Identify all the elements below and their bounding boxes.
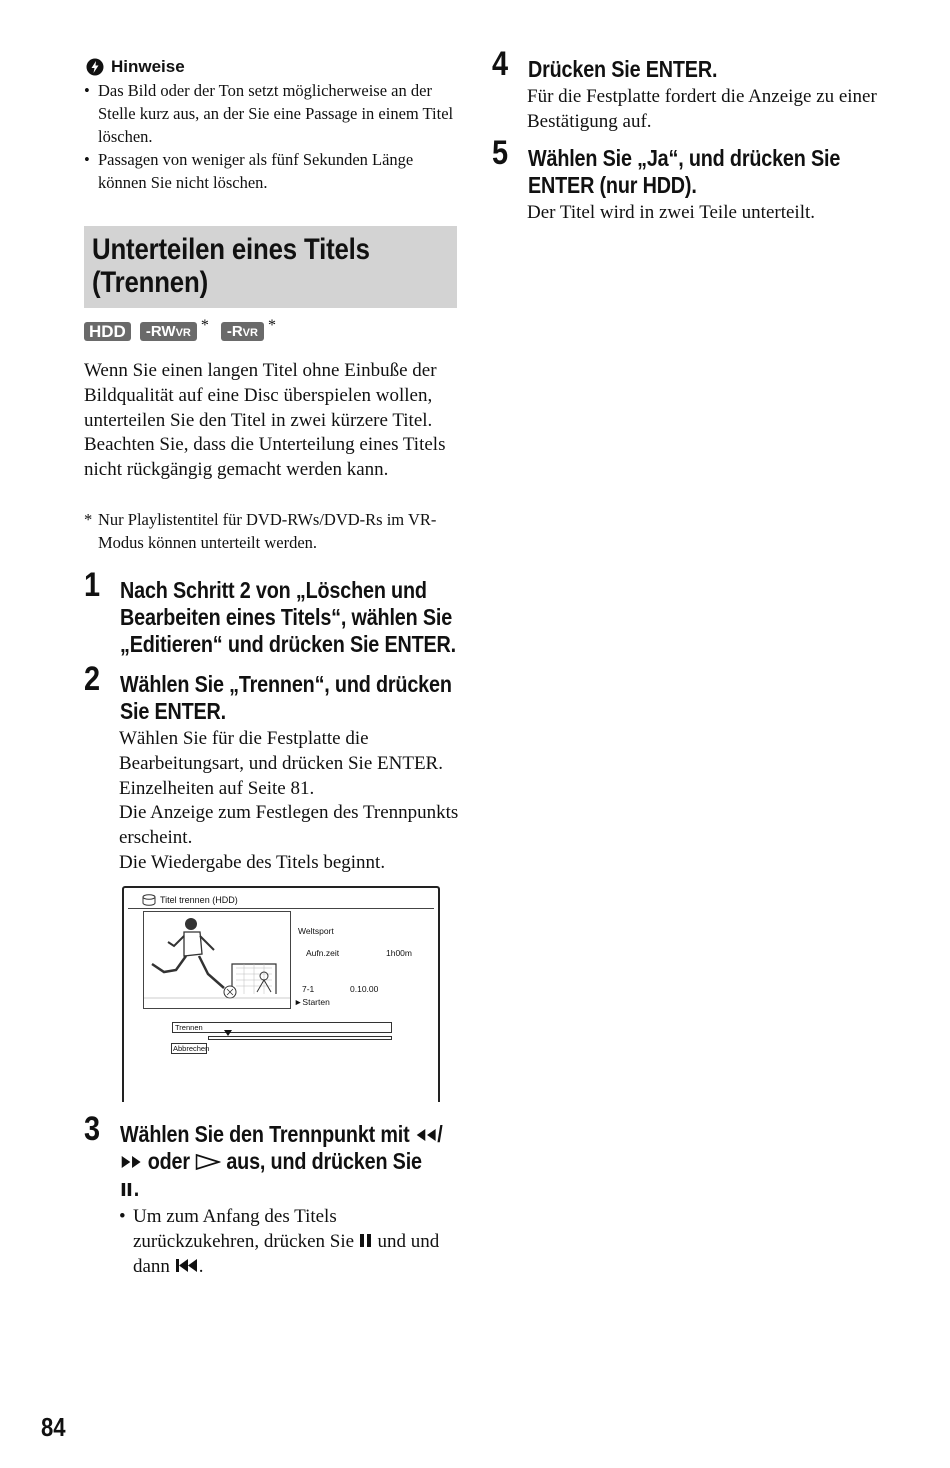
video-preview [143,911,291,1009]
rec-time-value: 1h00m [386,948,412,958]
section-title: Unterteilen eines Titels (Trennen) [92,233,370,299]
screen-illustration [122,886,440,1102]
step-body: Für die Festplatte fordert die Anzeige zu einer Bestätigung auf. [527,86,877,132]
notes-list [84,79,464,194]
step-number: 5 [492,134,509,172]
step-heading: Nach Schritt 2 von „Löschen und Bearbeiten eines Titels“, wählen Sie „Editieren“ und drücken Sie ENTER. [120,577,456,657]
intro-paragraph: Wenn Sie einen langen Titel ohne Einbuße der Bildqualität auf eine Disc überspielen wollen, unterteilen Sie den Titel in zwei kürzere Titel. Beachten Sie, dass die Unterteilung eines Titels nicht rückgängig gemacht werden kann. [84,360,446,481]
screen-title: Titel trennen (HDD) [160,895,238,905]
screen-title-name: Weltsport [298,926,334,936]
step-number: 3 [84,1110,101,1148]
step-heading: Drücken Sie ENTER. [528,56,718,82]
step-number: 1 [84,566,101,604]
asterisk: * [200,317,209,334]
r-vr-badge: -RVR [221,322,264,341]
pause-icon [120,1181,134,1197]
media-badges [84,318,288,344]
step-heading: Wählen Sie den Trennpunkt mit / oder aus, und drücken Sie . [120,1121,443,1201]
cancel-button[interactable]: Abbrechen [173,1044,210,1053]
progress-bar [208,1036,392,1040]
step-heading: Wählen Sie „Ja“, und drücken Sie ENTER (nur HDD). [528,145,841,198]
rec-time-label: Aufn.zeit [306,948,340,958]
pause-icon [359,1233,373,1248]
soccer-player-image [144,912,290,1008]
step-heading: Wählen Sie „Trennen“, und drücken Sie ENTER. [120,671,452,724]
step-number: 4 [492,45,509,83]
step-body: Der Titel wird in zwei Teile unterteilt. [527,202,816,223]
asterisk: * [267,317,276,334]
previous-icon [175,1258,199,1273]
split-button[interactable]: Trennen [172,1022,392,1033]
rewind-icon [415,1127,437,1143]
time-counter: 0.10.00 [350,984,379,994]
note-icon [86,58,104,76]
note-item: • Das Bild oder der Ton setzt möglicherweise an der Stelle kurz aus, an der Sie eine Passage in einem Titel löschen. [84,79,464,148]
step-bullet: • Um zum Anfang des Titels zurückzukehren, drücken Sie und und dann . [119,1206,440,1277]
notes-title: Hinweise [111,57,185,76]
hdd-badge: HDD [84,322,131,341]
fast-forward-icon [120,1154,142,1170]
hdd-icon [142,894,156,906]
footnote: * Nur Playlistentitel für DVD-RWs/DVD-Rs im VR-Modus können unterteilt werden. [84,510,437,552]
page-number: 84 [41,1412,66,1442]
note-item: • Passagen von weniger als fünf Sekunden Länge können Sie nicht löschen. [84,148,464,194]
slow-forward-icon [195,1153,221,1171]
rw-vr-badge: -RWVR [140,322,197,341]
play-status: ►Starten [294,997,330,1007]
notes-heading [86,57,185,77]
step-body: Wählen Sie für die Festplatte die Bearbeitungsart, und drücken Sie ENTER. Einzelheiten auf Seite 81. Die Anzeige zum Festlegen des Trennpunkts erscheint. Die Wiedergabe des Titels beginnt. [119,728,459,873]
step-number: 2 [84,660,101,698]
chapter-number: 7-1 [302,984,315,994]
